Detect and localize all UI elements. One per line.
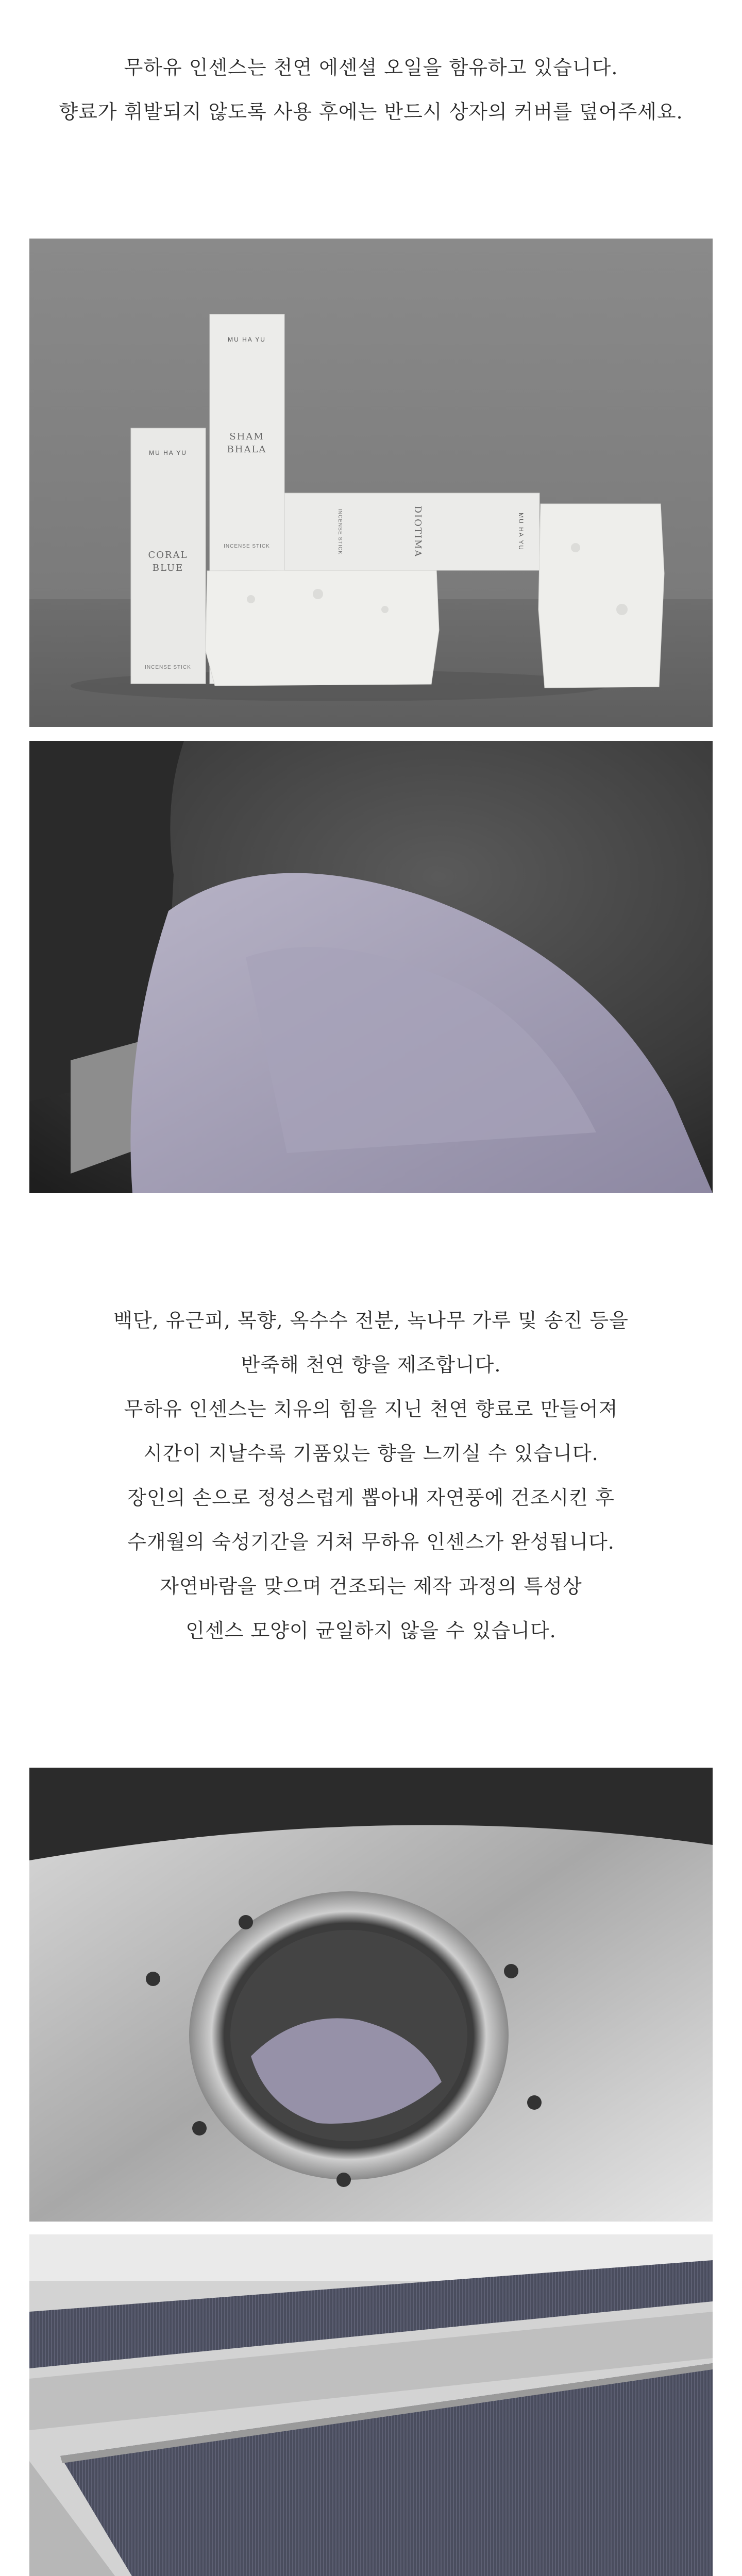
product-boxes-photo <box>29 239 713 727</box>
incense-sticks-photo <box>29 2234 713 2576</box>
box-name: BHALA <box>227 444 267 455</box>
box-caption: INCENSE STICK <box>224 544 270 549</box>
intro-line: 향료가 휘발되지 않도록 사용 후에는 반드시 상자의 커버를 덮어주세요. <box>59 100 683 123</box>
box-brand: MU HA YU <box>228 336 266 343</box>
machine-porthole-photo <box>29 1768 713 2222</box>
box-brand: MU HA YU <box>517 513 525 551</box>
story-line: 인센스 모양이 균일하지 않을 수 있습니다. <box>185 1619 556 1642</box>
story-line: 장인의 손으로 정성스럽게 뽑아내 자연풍에 건조시킨 후 <box>127 1486 615 1509</box>
box-caption: INCENSE STICK <box>337 509 343 555</box>
story-line: 시간이 지날수록 기품있는 향을 느끼실 수 있습니다. <box>143 1442 599 1465</box>
intro-text <box>0 45 742 134</box>
box-name: CORAL <box>148 550 188 561</box>
story-line: 무하유 인센스는 치유의 힘을 지닌 천연 향료로 만들어져 <box>124 1398 618 1420</box>
story-line: 반죽해 천연 향을 제조합니다. <box>241 1353 501 1376</box>
box-caption: INCENSE STICK <box>145 665 191 670</box>
story-line: 자연바람을 맞으며 건조되는 제작 과정의 특성상 <box>160 1575 582 1598</box>
box-name: BLUE <box>152 563 184 573</box>
powder-mixer-photo <box>29 741 713 1193</box>
story-line: 수개월의 숙성기간을 거쳐 무하유 인센스가 완성됩니다. <box>127 1531 615 1553</box>
story-line: 백단, 유근피, 목향, 옥수수 전분, 녹나무 가루 및 송진 등을 <box>113 1309 629 1332</box>
box-name: SHAM <box>229 431 264 442</box>
box-name: DIOTIMA <box>412 505 423 558</box>
story-text <box>0 1298 742 1653</box>
intro-line: 무하유 인센스는 천연 에센셜 오일을 함유하고 있습니다. <box>124 56 618 79</box>
box-brand: MU HA YU <box>149 449 187 456</box>
